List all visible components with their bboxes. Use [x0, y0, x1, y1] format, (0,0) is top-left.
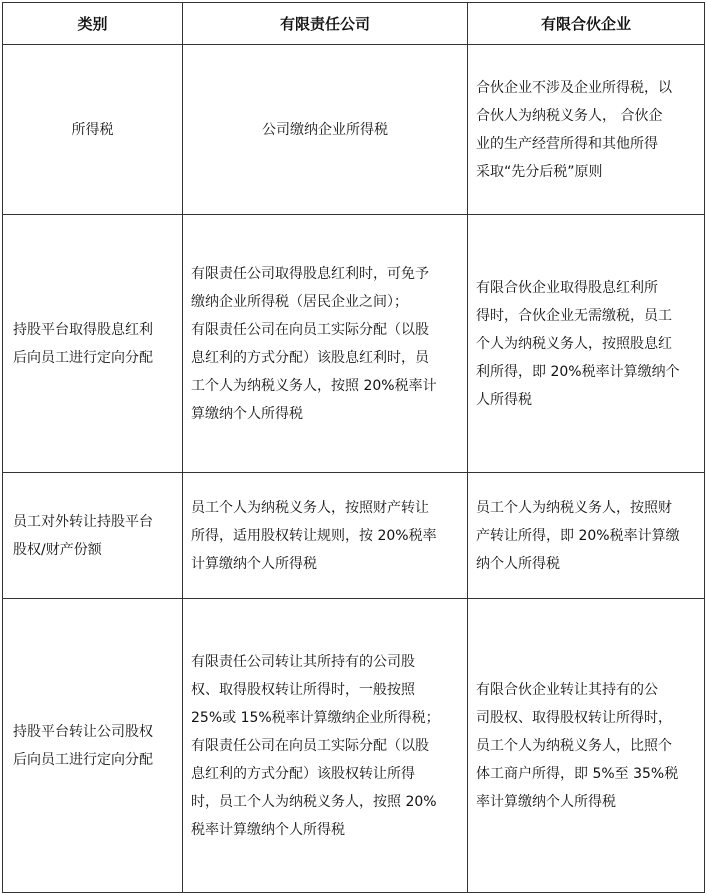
lp-cell [468, 473, 705, 599]
cell-line: 员工个人为纳税义务人，按照财 [476, 499, 672, 516]
cell-line: 息红利的方式分配）该股息红利时，员 [191, 349, 429, 366]
cell-line: 采取“先分后税”原则 [476, 163, 603, 180]
table-row [3, 215, 705, 473]
category-cell [3, 45, 183, 215]
table-row [3, 473, 705, 599]
cell-line: 有限合伙企业取得股息红利所 [476, 279, 658, 296]
header-lp: 有限合伙企业 [468, 3, 705, 45]
tax-comparison-table [2, 2, 705, 893]
cell-line: 业的生产经营所得和其他所得 [476, 135, 658, 152]
cell-line: 公司缴纳企业所得税 [262, 121, 388, 138]
category-cell [3, 473, 183, 599]
cell-line: 合伙企业不涉及企业所得税，以 [476, 79, 672, 96]
cell-line: 员工对外转让持股平台 [13, 513, 153, 530]
llc-cell [183, 473, 468, 599]
cell-line: 后向员工进行定向分配 [13, 349, 153, 366]
cell-line: 利所得，即 20%税率计算缴纳个 [476, 363, 680, 380]
cell-line: 率计算缴纳个人所得税 [476, 793, 616, 810]
cell-line: 员工个人为纳税义务人，比照个 [476, 737, 672, 754]
table-row [3, 599, 705, 893]
cell-line: 员工个人为纳税义务人，按照财产转让 [191, 499, 429, 516]
lp-cell [468, 215, 705, 473]
cell-line: 25%或 15%税率计算缴纳企业所得税； [191, 709, 440, 726]
llc-cell [183, 599, 468, 893]
cell-line: 工个人为纳税义务人，按照 20%税率计 [191, 377, 437, 394]
cell-line: 纳个人所得税 [476, 555, 560, 572]
cell-line: 有限责任公司在向员工实际分配（以股 [191, 321, 429, 338]
cell-line: 产转让所得，即 20%税率计算缴 [476, 527, 680, 544]
cell-line: 持股平台取得股息红利 [13, 321, 153, 338]
table-row [3, 45, 705, 215]
cell-line: 得时，合伙企业无需缴税，员工 [476, 307, 672, 324]
llc-cell [183, 45, 468, 215]
cell-line: 体工商户所得，即 5%至 35%税 [476, 765, 679, 782]
cell-line: 持股平台转让公司股权 [13, 723, 153, 740]
llc-cell [183, 215, 468, 473]
cell-line: 有限合伙企业转让其持有的公 [476, 681, 658, 698]
cell-line: 个人为纳税义务人，按照股息红 [476, 335, 672, 352]
category-cell [3, 599, 183, 893]
cell-line: 有限责任公司取得股息红利时，可免予 [191, 265, 429, 282]
cell-line: 所得税 [71, 121, 114, 138]
cell-line: 计算缴纳个人所得税 [191, 555, 317, 572]
table-header [3, 3, 705, 45]
cell-line: 息红利的方式分配）该股权转让所得 [191, 765, 415, 782]
cell-line: 权、取得股权转让所得时，一般按照 [191, 681, 415, 698]
cell-line: 有限责任公司转让其所持有的公司股 [191, 653, 415, 670]
cell-line: 算缴纳个人所得税 [191, 405, 303, 422]
cell-line: 所得，适用股权转让规则，按 20%税率 [191, 527, 437, 544]
lp-cell [468, 45, 705, 215]
cell-line: 时，员工个人为纳税义务人，按照 20% [191, 793, 437, 810]
cell-line: 人所得税 [476, 391, 532, 408]
header-llc: 有限责任公司 [183, 3, 468, 45]
header-category: 类别 [3, 3, 183, 45]
lp-cell [468, 599, 705, 893]
header-row [3, 3, 705, 45]
cell-line: 有限责任公司在向员工实际分配（以股 [191, 737, 429, 754]
category-cell [3, 215, 183, 473]
cell-line: 税率计算缴纳个人所得税 [191, 821, 345, 838]
cell-line: 股权/财产份额 [13, 541, 102, 558]
cell-line: 司股权、取得股权转让所得时， [476, 709, 672, 726]
cell-line: 缴纳企业所得税（居民企业之间）； [191, 293, 408, 310]
table-body [3, 45, 705, 893]
cell-line: 合伙人为纳税义务人， 合伙企 [476, 107, 663, 124]
cell-line: 后向员工进行定向分配 [13, 751, 153, 768]
